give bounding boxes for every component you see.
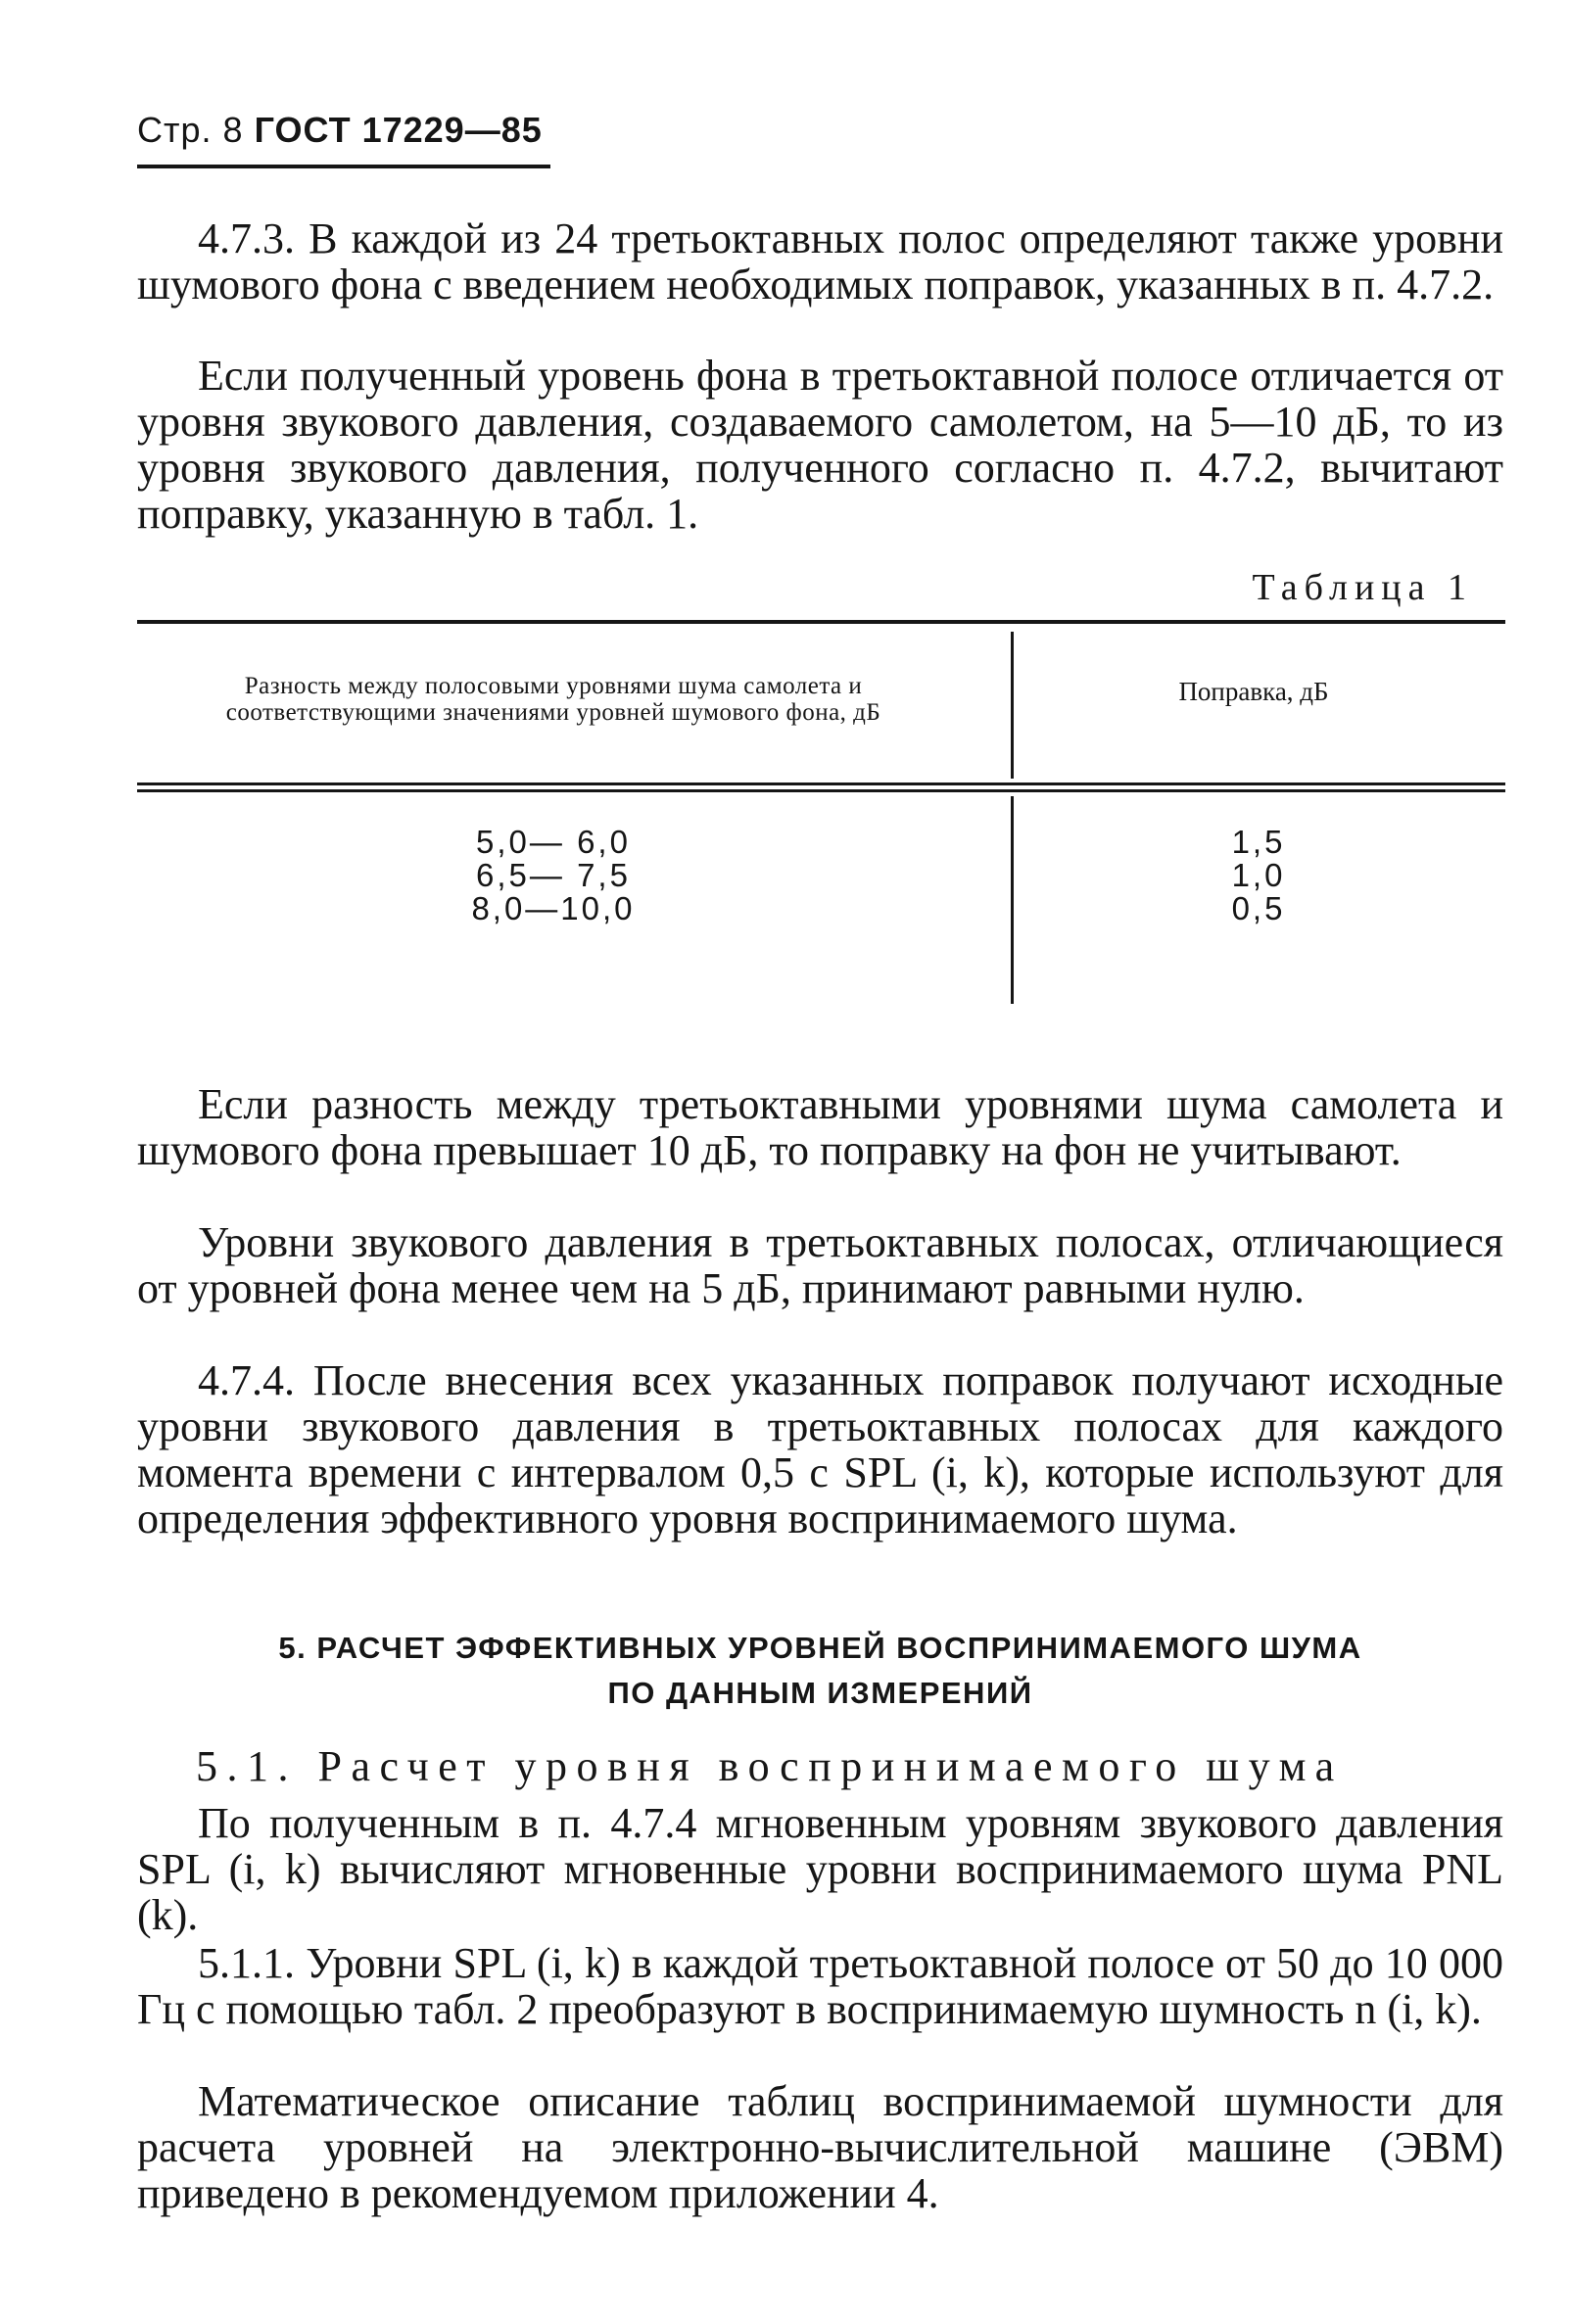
paragraph-4-7-4: 4.7.4. После внесения всех указанных поправок получают исходные уровни звукового давления в третьоктавных полосах для каждого момента времени с интервалом 0,5 с SPL (i, k), которые используют для определения эффективного уровня воспринимаемого шума. xyxy=(137,1356,1503,1542)
paragraph-levels-zero: Уровни звукового давления в третьоктавных полосах, отличающиеся от уровней фона менее чем на 5 дБ, принимают равными нулю. xyxy=(137,1218,1503,1312)
table-column-correction xyxy=(1175,826,1342,925)
section-5-title-line-2: ПО ДАННЫМ ИЗМЕРЕНИЙ xyxy=(607,1676,1033,1710)
table-cell-range: 8,0—10,0 xyxy=(471,890,636,926)
header-rule xyxy=(137,165,550,168)
paragraph-5-1-1: 5.1.1. Уровни SPL (i, k) в каждой третьоктавной полосе от 50 до 10 000 Гц с помощью табл. 2 преобразуют в воспринимаемую шумность n (i, k). xyxy=(137,1939,1503,2033)
table-header-difference: Разность между полосовыми уровнями шума самолета и соответствующими значениями уровней шумового фона, дБ xyxy=(225,673,881,726)
table-top-rule xyxy=(137,620,1505,624)
table-cell-correction: 1,0 xyxy=(1231,857,1286,893)
table-caption: Таблица 1 xyxy=(1252,567,1473,608)
paragraph-difference-over-10db: Если разность между третьоктавными уровнями шума самолета и шумового фона превышает 10 дБ, то поправку на фон не учитывают. xyxy=(137,1080,1503,1174)
paragraph-background-correction: Если полученный уровень фона в третьоктавной полосе отличается от уровня звукового давления, создаваемого самолетом, на 5—10 дБ, то из уровня звукового давления, полученного согласно п. 4.7.2, вычитают поправку, указанную в табл. 1. xyxy=(137,352,1503,538)
section-5-title-line-1: 5. РАСЧЕТ ЭФФЕКТИВНЫХ УРОВНЕЙ ВОСПРИНИМАЕМОГО ШУМА xyxy=(278,1631,1362,1665)
standard-code: ГОСТ 17229—85 xyxy=(254,110,543,150)
paragraph-4-7-3: 4.7.3. В каждой из 24 третьоктавных полос определяют также уровни шумового фона с введением необходимых поправок, указанных в п. 4.7.2. xyxy=(137,214,1503,308)
table-header-correction: Поправка, дБ xyxy=(1178,677,1329,706)
table-column-range xyxy=(392,826,715,925)
table-header-rule-1 xyxy=(137,783,1505,785)
table-cell-correction: 0,5 xyxy=(1231,890,1286,926)
page-header xyxy=(137,110,543,151)
table-cell-range: 5,0— 6,0 xyxy=(476,824,631,860)
table-cell-correction: 1,5 xyxy=(1231,824,1286,860)
page-number: Стр. 8 xyxy=(137,110,244,150)
subsection-5-1-heading: 5.1. Расчет уровня воспринимаемого шума xyxy=(196,1742,1344,1790)
section-5-title xyxy=(137,1626,1503,1716)
table-header-rule-2 xyxy=(137,789,1505,792)
table-cell-range: 6,5— 7,5 xyxy=(476,857,631,893)
table-header-divider xyxy=(1011,632,1014,779)
table-body-divider xyxy=(1011,796,1014,1004)
paragraph-5-1: По полученным в п. 4.7.4 мгновенным уровням звукового давления SPL (i, k) вычисляют мгновенные уровни воспринимаемого шума PNL (k). xyxy=(137,1799,1503,1939)
paragraph-math-description: Математическое описание таблиц воспринимаемой шумности для расчета уровней на электронно-вычислительной машине (ЭВМ) приведено в рекомендуемом приложении 4. xyxy=(137,2077,1503,2217)
